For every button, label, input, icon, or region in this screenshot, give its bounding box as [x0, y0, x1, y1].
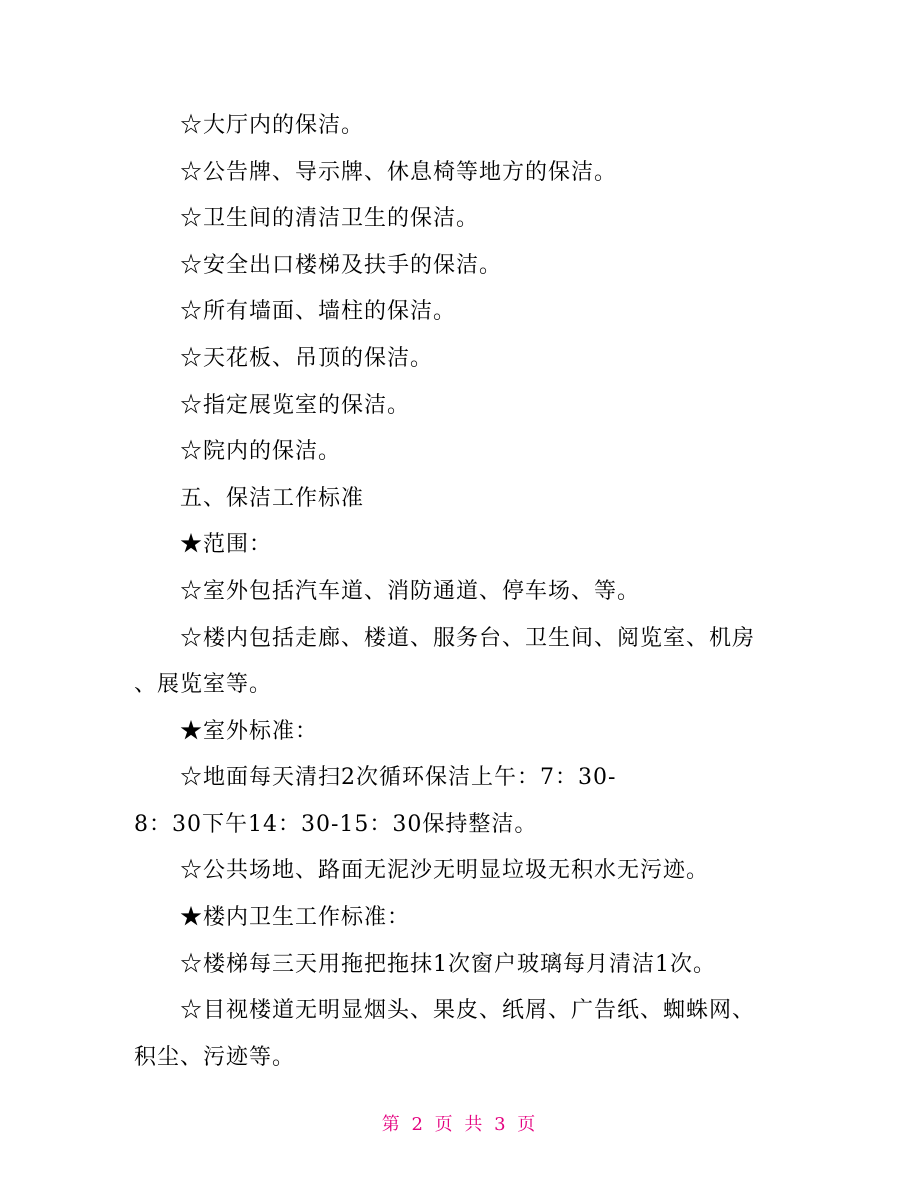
subheading-scope: ★范围：	[180, 532, 273, 557]
text-line-courtyard-cleaning: ☆院内的保洁。	[180, 439, 342, 464]
text-line-public-area: ☆公共场地、路面无泥沙无明显垃圾无积水无污迹。	[180, 858, 710, 883]
text-line-corridor-inspection: ☆目视楼道无明显烟头、果皮、纸屑、广告纸、蜘蛛网、	[180, 998, 756, 1023]
page-number-footer: 第 2 页 共 3 页	[381, 1114, 539, 1135]
text-line-stairs-cleaning: ☆安全出口楼梯及扶手的保洁。	[180, 253, 503, 278]
text-line-indoor-scope-continued: 、展览室等。	[134, 672, 273, 697]
text-line-floor-sweeping: ☆地面每天清扫2次循环保洁上午：7：30-	[180, 765, 617, 790]
text-line-outdoor-scope: ☆室外包括汽车道、消防通道、停车场、等。	[180, 579, 641, 604]
text-line-signboard-cleaning: ☆公告牌、导示牌、休息椅等地方的保洁。	[180, 160, 618, 185]
text-line-corridor-inspection-continued: 积尘、污迹等。	[134, 1045, 296, 1070]
text-line-exhibition-cleaning: ☆指定展览室的保洁。	[180, 393, 411, 418]
text-line-stair-mopping: ☆楼梯每三天用拖把拖抹1次窗户玻璃每月清洁1次。	[180, 952, 716, 977]
section-heading-standards: 五、保洁工作标准	[180, 486, 365, 511]
text-line-ceiling-cleaning: ☆天花板、吊顶的保洁。	[180, 346, 434, 371]
text-line-lobby-cleaning: ☆大厅内的保洁。	[180, 113, 365, 138]
text-line-walls-cleaning: ☆所有墙面、墙柱的保洁。	[180, 299, 457, 324]
text-line-floor-sweeping-continued: 8：30下午14：30-15：30保持整洁。	[134, 812, 538, 837]
subheading-indoor-standard: ★楼内卫生工作标准：	[180, 905, 411, 930]
text-line-restroom-cleaning: ☆卫生间的清洁卫生的保洁。	[180, 206, 480, 231]
text-line-indoor-scope: ☆楼内包括走廊、楼道、服务台、卫生间、阅览室、机房	[180, 626, 756, 651]
subheading-outdoor-standard: ★室外标准：	[180, 719, 319, 744]
